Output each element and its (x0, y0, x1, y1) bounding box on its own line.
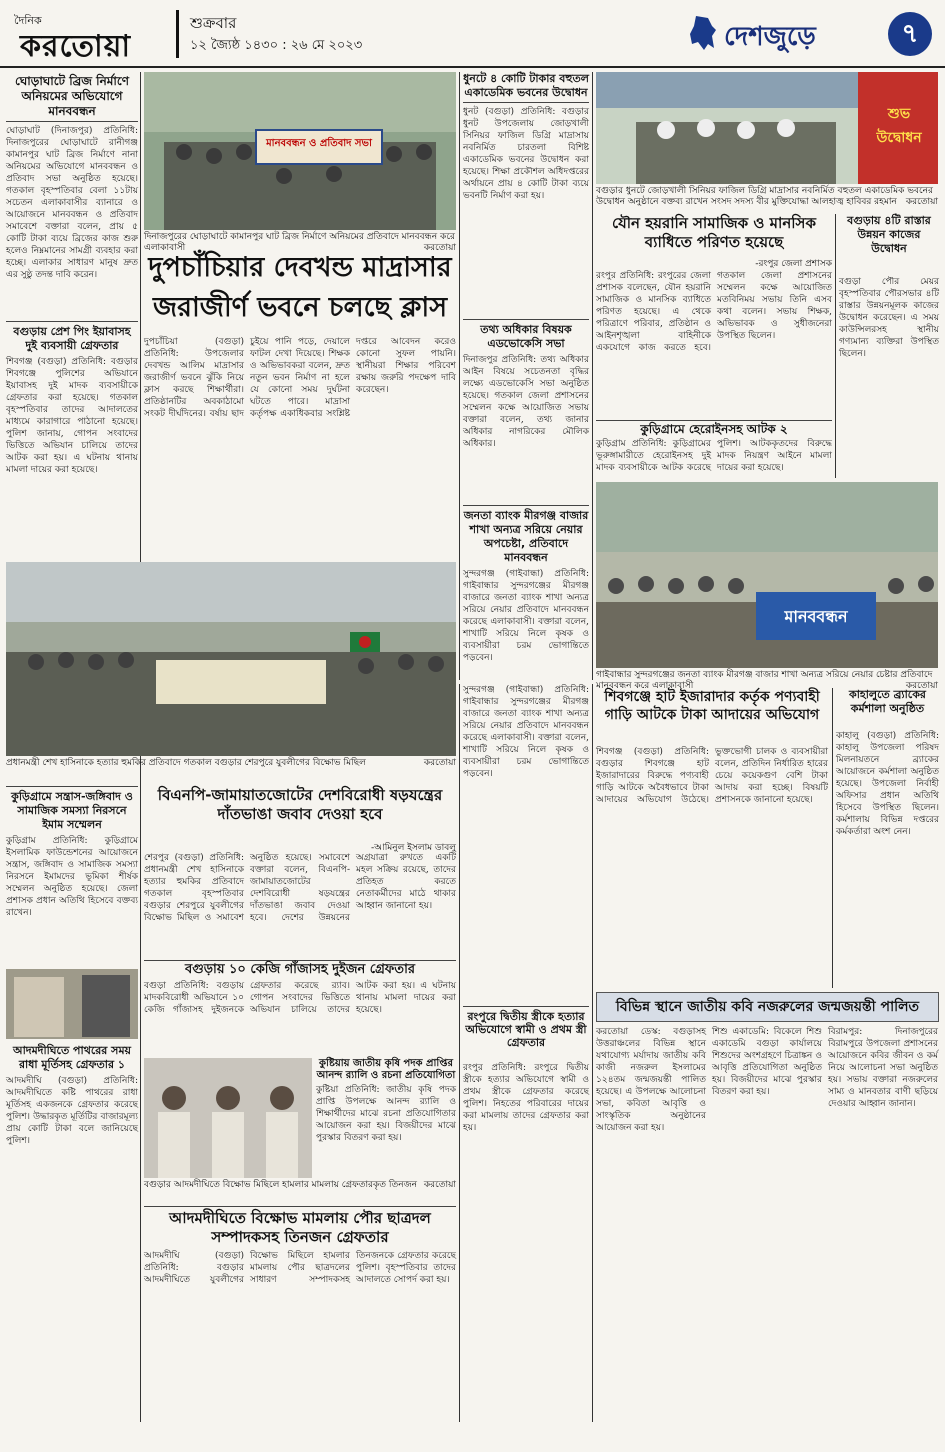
caption-text: প্রধানমন্ত্রী শেখ হাসিনাকে হত্যার হুমকির প্রতিবাদে গতকাল বগুড়ার শেরপুরে যুবলীগের বিক্ষোভ মিছিল (6, 758, 366, 768)
column-rule (459, 684, 460, 1422)
story-harassment-body: রংপুর প্রতিনিধি: রংপুরের জেলা প্রশাসক বলেছেন, যৌন হয়রানি সামাজিক ও মানসিক ব্যাধিতে পরিণত হয়েছে। এ থেকে পরিত্রাণে পরিবার, প্রতিষ্ঠান ও আইনশৃঙ্খলা বাহিনীকে একযোগে কাজ করতে হবে। গতকাল জেলা প্রশাসনের সম্মেলন কক্ষে আয়োজিত মতবিনিময় সভায় তিনি এসব কথা বলেন। সভায় শিক্ষক, অভিভাবক ও সুধীজনেরা উপস্থিত ছিলেন। (596, 271, 832, 353)
page-number: ৭ (888, 12, 932, 56)
arrest-photo-image (144, 1058, 312, 1178)
story-yaba-body: শিবগঞ্জ (বগুড়া) প্রতিনিধি: বগুড়ার শিবগঞ্জে পুলিশের অভিযানে ইয়াবাসহ দুই মাদক ব্যবসায়ীকে গ্রেফতার করা হয়েছে। গতকাল বৃহস্পতিবার তাদের আদালতের মাধ্যমে কারাগারে পাঠানো হয়েছে। পুলিশ জানায়, গোপন সংবাদের ভিত্তিতে অভিযান চালিয়ে তাদের আটক করা হয়। এ ঘটনায় থানায় মামলা দায়ের করা হয়েছে। (6, 357, 138, 475)
nazrul-body-1: করতোয়া ডেস্ক: বগুড়াসহ উত্তরাঞ্চলের বিভিন্ন স্থানে যথাযোগ্য মর্যাদায় জাতীয় কবি কাজী নজরুল ইসলামের ১২৪তম জন্মজয়ন্তী পালিত হয়েছে। এ উপলক্ষে আলোচনা সভা, কবিতা আবৃত্তি ও সাংস্কৃতিক অনুষ্ঠানের আয়োজন করা হয়। (596, 1027, 706, 1133)
story-janata-bank-headline: জনতা ব্যাংক মীরগঞ্জ বাজার শাখা অন্যত্র সরিয়ে নেয়ার অপচেষ্টা, প্রতিবাদে মানববন্ধন (463, 505, 589, 565)
column-rule (835, 214, 836, 478)
story-harassment-subhead: -রংপুর জেলা প্রশাসক (755, 259, 832, 269)
story-murder-body: রংপুর প্রতিনিধি: রংপুরে দ্বিতীয় স্ত্রীকে হত্যার অভিযোগে স্বামী ও প্রথম স্ত্রীকে গ্রেফতার করেছে পুলিশ। নিহতের পরিবারের দায়ের করা মামলায় তাদের গ্রেফতার করা হয়। (463, 1063, 589, 1133)
story-roads-body: বগুড়া পৌর মেয়র বৃহস্পতিবার পৌরসভার ৪টি রাস্তার উন্নয়নমূলক কাজের উদ্বোধন করেছেন। এ সময় কাউন্সিলরসহ স্থানীয় গণ্যমান্য ব্যক্তিরা উপস্থিত ছিলেন। (839, 277, 939, 359)
section-title (690, 10, 880, 58)
story-roads-headline: বগুড়ায় ৪টি রাস্তার উন্নয়ন কাজের উদ্বোধন (847, 214, 931, 255)
nazrul-banner-text: বিভিন্ন স্থানে জাতীয় কবি নজরুলের জন্মজয়ন্তী পালিত (615, 999, 920, 1015)
issue-date: ১২ জ্যৈষ্ঠ ১৪৩০ : ২৬ মে ২০২৩ (190, 38, 363, 53)
caption-credit: করতোয়া (905, 197, 938, 207)
story-janata-bank-continued: সুন্দরগঞ্জ (গাইবান্ধা) প্রতিনিধি: গাইবান্ধার সুন্দরগঞ্জের মীরগঞ্জ বাজারে জনতা ব্যাংক শাখা অন্যত্র সরিয়ে নেয়ার প্রতিবাদে মানববন্ধন করেছে এলাকাবাসী। বক্তারা বলেন, শাখাটি সরিয়ে নিলে কৃষক ও ব্যবসায়ীরা চরম ভোগান্তিতে পড়বেন। (463, 685, 589, 779)
story-krishi-headline: কুষ্টিয়ায় জাতীয় কৃষি পদক প্রাপ্তির আনন্দ র‍্যালি ও রচনা প্রতিযোগিতা (316, 1058, 456, 1081)
story-heroin-headline: কুড়িগ্রামে হেরোইনসহ আটক ২ (596, 420, 832, 436)
bottom-photo-caption (144, 1180, 456, 1202)
story-ganja-headline: বগুড়ায় ১০ কেজি গাঁজাসহ দুইজন গ্রেফতার (144, 960, 456, 978)
bottom-mid-headline: আদমদীঘিতে বিক্ষোভ মামলায় পৌর ছাত্রদল সম্পাদকসহ তিনজন গ্রেফতার (144, 1206, 456, 1246)
nazrul-body-3: বিরামপুর: দিনাজপুরের বিরামপুরে উপজেলা প্রশাসনের আয়োজনে কবির জীবন ও কর্ম নিয়ে আলোচনা সভা অনুষ্ঠিত হয়। সভায় বক্তারা নজরুলের সাম্য ও মানবতার বাণী ছড়িয়ে দেওয়ার আহ্বান জানান। (828, 1027, 938, 1109)
masthead (0, 0, 945, 68)
story-brac-headline: কাহালুতে ব্র্যাকের কর্মশালা অনুষ্ঠিত (849, 688, 926, 715)
col1-lower (6, 786, 138, 1422)
story-idol-body: আদমদীঘি (বগুড়া) প্রতিনিধি: আদমদীঘিতে কষ্টি পাথরের রাধা মূর্তিসহ একজনকে গ্রেফতার করেছে পুলিশ। উদ্ধারকৃত মূর্তিটির বাজারমূল্য প্রায় কোটি টাকা বলে জানিয়েছে পুলিশ। (6, 1076, 138, 1146)
story-imam-body: কুড়িগ্রাম প্রতিনিধি: কুড়িগ্রামে ইসলামিক ফাউন্ডেশনের আয়োজনে সন্ত্রাস, জঙ্গিবাদ ও সামাজিক সমস্যা নিরসনে ইমামদের ভূমিকা শীর্ষক সম্মেলন অনুষ্ঠিত হয়েছে। জেলা প্রশাসক প্রধান অতিথি হিসেবে বক্তব্য রাখেন। (6, 836, 138, 918)
idol-photo-image (6, 969, 138, 1039)
right-top-photo (596, 72, 938, 184)
caption-text: গাইবান্ধার সুন্দরগঞ্জের জনতা ব্যাংক মীরগঞ্জ বাজার শাখা অন্যত্র সরিয়ে নেয়ার চেষ্টার প্রতিবাদে মানববন্ধন করে এলাকাবাসী (596, 670, 933, 691)
caption-text: বগুড়ার আদমদীঘিতে বিক্ষোভ মিছিলে হামলার মামলায় গ্রেফতারকৃত তিনজন (144, 1180, 418, 1190)
bottom-mid-body: আদমদীঘি (বগুড়া) প্রতিনিধি: বগুড়ার আদমদীঘিতে যুবলীগের বিক্ষোভ মিছিলে হামলার মামলায় পৌর ছাত্রদলের সাধারণ সম্পাদকসহ তিনজনকে গ্রেফতার করেছে পুলিশ। বৃহস্পতিবার তাদের আদালতে সোপর্দ করা হয়। (144, 1251, 456, 1285)
right-top-caption (596, 186, 938, 210)
story-dhunat-body: ধুনট (বগুড়া) প্রতিনিধি: বগুড়ার ধুনট উপজেলায় জোড়খালী সিনিয়র ফাজিল ডিগ্রি মাদ্রাসায় নবনির্মিত চারতলা বিশিষ্ট একাডেমিক ভবনের উদ্বোধন করা হয়েছে। শিক্ষা প্রকৌশল অধিদপ্তরের অর্থায়নে প্রায় ৪ কোটি টাকা ব্যয়ে ভবনটি নির্মাণ করা হয়। (463, 107, 589, 201)
story-rti-body: দিনাজপুর প্রতিনিধি: তথ্য অধিকার আইন বিষয়ে সচেতনতা বৃদ্ধির লক্ষ্যে এডভোকেসি সভা অনুষ্ঠিত হয়েছে। গতকাল জেলা প্রশাসনের সম্মেলন কক্ষে আয়োজিত সভায় বক্তারা বলেন, তথ্য জানার অধিকার নাগরিকের মৌলিক অধিকার। (463, 355, 589, 449)
column-rule (592, 684, 593, 1422)
human-chain-photo-image (596, 482, 938, 668)
col3 (463, 72, 589, 678)
logo-name: করতোয়া (20, 29, 132, 64)
caption-credit: করতোয়া (423, 243, 456, 253)
top-photo (144, 72, 456, 230)
caption-text: দিনাজপুরের ঘোড়াঘাটে কামানপুর ঘাট ব্রিজ নির্মাণে অনিয়মের প্রতিবাদে মানববন্ধন করে এলাকাবাসী (144, 232, 455, 253)
nazrul-body-2: শিশু একাডেমি: বিকেলে শিশু একাডেমি বগুড়া কার্যালয়ে শিশুদের অংশগ্রহণে চিত্রাঙ্কন ও আবৃত্তি প্রতিযোগিতা অনুষ্ঠিত হয়। বিজয়ীদের মাঝে পুরস্কার বিতরণ করা হয়। (712, 1027, 822, 1097)
story-krishi-body: কুষ্টিয়া প্রতিনিধি: জাতীয় কৃষি পদক প্রাপ্তি উপলক্ষে আনন্দ র‍্যালি ও শিক্ষার্থীদের মাঝে রচনা প্রতিযোগিতার আয়োজন করা হয়। বিজয়ীদের মাঝে পুরস্কার বিতরণ করা হয়। (316, 1085, 456, 1143)
story-yaba-headline: বগুড়ায় প্রেশ পিং ইয়াবাসহ দুই ব্যবসায়ী গ্রেফতার (6, 321, 138, 353)
caption-credit: করতোয়া (905, 681, 938, 691)
story-harassment-headline: যৌন হয়রানি সামাজিক ও মানসিক ব্যাধিতে পরিণত হয়েছে (612, 214, 816, 251)
right-mid-caption (596, 670, 938, 691)
left-mid-caption (6, 758, 456, 780)
newspaper-logo (14, 10, 164, 64)
mid-story-byline: -আমিনুল ইসলাম ডাবলু (370, 843, 456, 853)
mid-story-body: শেরপুর (বগুড়া) প্রতিনিধি: প্রধানমন্ত্রী শেখ হাসিনাকে হত্যার হুমকির প্রতিবাদে গতকাল বৃহস্পতিবার বগুড়ার শেরপুরে যুবলীগের বিক্ষোভ মিছিল ও সমাবেশ অনুষ্ঠিত হয়েছে। সমাবেশে বক্তারা বলেন, বিএনপি-জামায়াতজোটের দেশবিরোধী ষড়যন্ত্রের দাঁতভাঙা জবাব দেওয়া হবে। দেশের উন্নয়নের অগ্রযাত্রা রুখতে একটি মহল সক্রিয় রয়েছে, তাদের প্রতিহত করতে নেতাকর্মীদের মাঠে থাকার আহ্বান জানানো হয়। (144, 853, 456, 923)
inauguration-banner: শুভ উদ্বোধন (876, 106, 922, 146)
mid-story-headline: বিএনপি-জামায়াতজোটের দেশবিরোধী ষড়যন্ত্রের দাঁতভাঙা জবাব দেওয়া হবে (157, 786, 443, 823)
bangladesh-map-icon (688, 14, 718, 52)
story-ganja-body: বগুড়া প্রতিনিধি: বগুড়ায় মাদকবিরোধী অভিযানে ১০ কেজি গাঁজাসহ দুইজনকে গ্রেফতার করেছে র‌্যাব। গোপন সংবাদের ভিত্তিতে অভিযান চালিয়ে তাদের আটক করা হয়। এ ঘটনায় থানায় মামলা দায়ের করা হয়েছে। (144, 981, 456, 1015)
story-heroin-body: কুড়িগ্রাম প্রতিনিধি: কুড়িগ্রামের ভূরুঙ্গামারীতে হেরোইনসহ দুই মাদক ব্যবসায়ীকে আটক করেছে পুলিশ। আটককৃতদের বিরুদ্ধে মাদক নিয়ন্ত্রণ আইনে মামলা দায়ের করা হয়েছে। (596, 439, 832, 473)
left-mid-photo (6, 562, 456, 756)
story-dhunat-headline: ধুনটে ৪ কোটি টাকার বহুতল একাডেমিক ভবনের উদ্বোধন (463, 72, 589, 103)
column-rule (832, 688, 833, 988)
section-label: দেশজুড়ে (724, 22, 816, 52)
small-stories (316, 1058, 456, 1178)
story-idol-headline: আদমদীঘিতে পাথরের সময় রাধা মূর্তিসহ গ্রেফতার ১ (12, 1044, 132, 1071)
story-ghoraghat-body: ঘোড়াঘাট (দিনাজপুর) প্রতিনিধি: দিনাজপুরের ঘোড়াঘাটে রানীগঞ্জ কামানপুর ঘাট ব্রিজ নির্মাণে নানা অনিয়মের অভিযোগে মানববন্ধন ও প্রতিবাদ সভা অনুষ্ঠিত হয়েছে। গতকাল বৃহস্পতিবার বেলা ১১টায় সচেতন এলাকাবাসীর ব্যানারে ও আয়োজনে মানববন্ধন ও প্রতিবাদ সমাবেশে বক্তারা বলেন, প্রায় ৫ কোটি টাকা ব্যয়ে ব্রিজের কাজ শুরু হলেও নিম্নমানের সামগ্রী ব্যবহার করা হচ্ছে। এলাকার সাধারণ মানুষ দ্রুত এর সুষ্ঠু তদন্ত দাবি করেন। (6, 126, 138, 280)
column-rule (459, 72, 460, 680)
masthead-separator (176, 10, 179, 58)
idol-photo (6, 969, 138, 1039)
issue-day: শুক্রবার (190, 14, 237, 32)
column-rule (592, 72, 593, 680)
story-brac-body: কাহালু (বগুড়া) প্রতিনিধি: কাহালু উপজেলা পরিষদ মিলনায়তনে ব্র্যাকের আয়োজনে কর্মশালা অনুষ্ঠিত হয়েছে। উপজেলা নির্বাহী অফিসার প্রধান অতিথি হিসেবে উপস্থিত ছিলেন। কর্মশালায় বিভিন্ন দপ্তরের কর্মকর্তারা অংশ নেন। (836, 731, 939, 837)
caption-credit: করতোয়া (423, 758, 456, 768)
arrest-photo (144, 1058, 312, 1178)
story-shibganj-headline: শিবগঞ্জে হাট ইজারাদার কর্তৃক পণ্যবাহী গাড়ি আটকে টাকা আদায়ের অভিযোগ (604, 689, 820, 723)
nazrul-banner (596, 992, 939, 1022)
photo-banner-text: মানববন্ধন (784, 607, 848, 626)
col1-top (6, 72, 138, 560)
caption-credit: করতোয়া (423, 1180, 456, 1190)
story-ghoraghat-headline: ঘোড়াঘাটে ব্রিজ নির্মাণে অনিয়মের অভিযোগে মানববন্ধন (6, 72, 138, 122)
col3-lower (463, 684, 589, 1002)
photo-banner-text: মানববন্ধন ও প্রতিবাদ সভা (266, 138, 372, 149)
main-story-headline: দুপচাঁচিয়ার দেবখন্ড মাদ্রাসার জরাজীর্ণ ভবনে চলছে ক্লাস (148, 252, 452, 323)
caption-text: বগুড়ার ধুনটে জোড়খালী সিনিয়র ফাজিল ডিগ্রি মাদ্রাসার নবনির্মিত বহুতল একাডেমিক ভবনের উদ্বোধন অনুষ্ঠানে বক্তব্য রাখেন সংসদ সদস্য বীর মুক্তিযোদ্ধা আলহাজ্ব হাবিবর রহমান (596, 186, 933, 207)
right-mid-photo (596, 482, 938, 668)
story-imam-headline: কুড়িগ্রামে সন্ত্রাস-জঙ্গিবাদ ও সামাজিক সমস্যা নিরসনে ইমাম সম্মেলন (6, 786, 138, 832)
main-story-body: দুপচাঁচিয়া (বগুড়া) প্রতিনিধি: উপজেলার দেবখন্ড আলিম মাদ্রাসার জরাজীর্ণ ভবনে ঝুঁকি নিয়ে ক্লাস করছে শিক্ষার্থীরা। প্রতিষ্ঠানটির অবকাঠামো সংকট দীর্ঘদিনের। বর্ষায় ছাদ চুইয়ে পানি পড়ে, দেয়ালে ফাটল দেখা দিয়েছে। শিক্ষক ও অভিভাবকরা বলেন, দ্রুত নতুন ভবন নির্মাণ না হলে যে কোনো সময় দুর্ঘটনা ঘটতে পারে। মাদ্রাসা কর্তৃপক্ষ একাধিকবার সংশ্লিষ্ট দপ্তরে আবেদন করেও কোনো সুফল পায়নি। স্থানীয়রা শিক্ষার পরিবেশ রক্ষায় জরুরি পদক্ষেপ দাবি করেছেন। (144, 337, 456, 419)
story-rti-headline: তথ্য অধিকার বিষয়ক এডভোকেসি সভা (463, 319, 589, 351)
procession-photo-image (6, 562, 456, 756)
story-janata-bank-body: সুন্দরগঞ্জ (গাইবান্ধা) প্রতিনিধি: গাইবান্ধার সুন্দরগঞ্জের মীরগঞ্জ বাজারে জনতা ব্যাংক শাখা অন্যত্র সরিয়ে নেয়ার প্রতিবাদে মানববন্ধন করেছে এলাকাবাসী। বক্তারা বলেন, শাখাটি সরিয়ে নিলে কৃষক ও ব্যবসায়ীরা চরম ভোগান্তিতে পড়বেন। (463, 569, 589, 663)
story-murder-headline: রংপুরে দ্বিতীয় স্ত্রীকে হত্যার অভিযোগে স্বামী ও প্রথম স্ত্রী গ্রেফতার (463, 1006, 589, 1060)
logo-small-text: দৈনিক (14, 14, 42, 27)
top-photo-caption (144, 232, 456, 253)
story-shibganj-body: শিবগঞ্জ (বগুড়া) প্রতিনিধি: বগুড়ার শিবগঞ্জে হাট ইজারাদারের বিরুদ্ধে পণ্যবাহী গাড়ি আটকে অবৈধভাবে টাকা আদায়ের অভিযোগ উঠেছে। ভুক্তভোগী চালক ও ব্যবসায়ীরা বলেন, প্রতিদিন নির্ধারিত হারের চেয়ে কয়েকগুণ বেশি টাকা আদায় করা হচ্ছে। বিষয়টি প্রশাসনকে জানানো হয়েছে। (596, 747, 828, 805)
